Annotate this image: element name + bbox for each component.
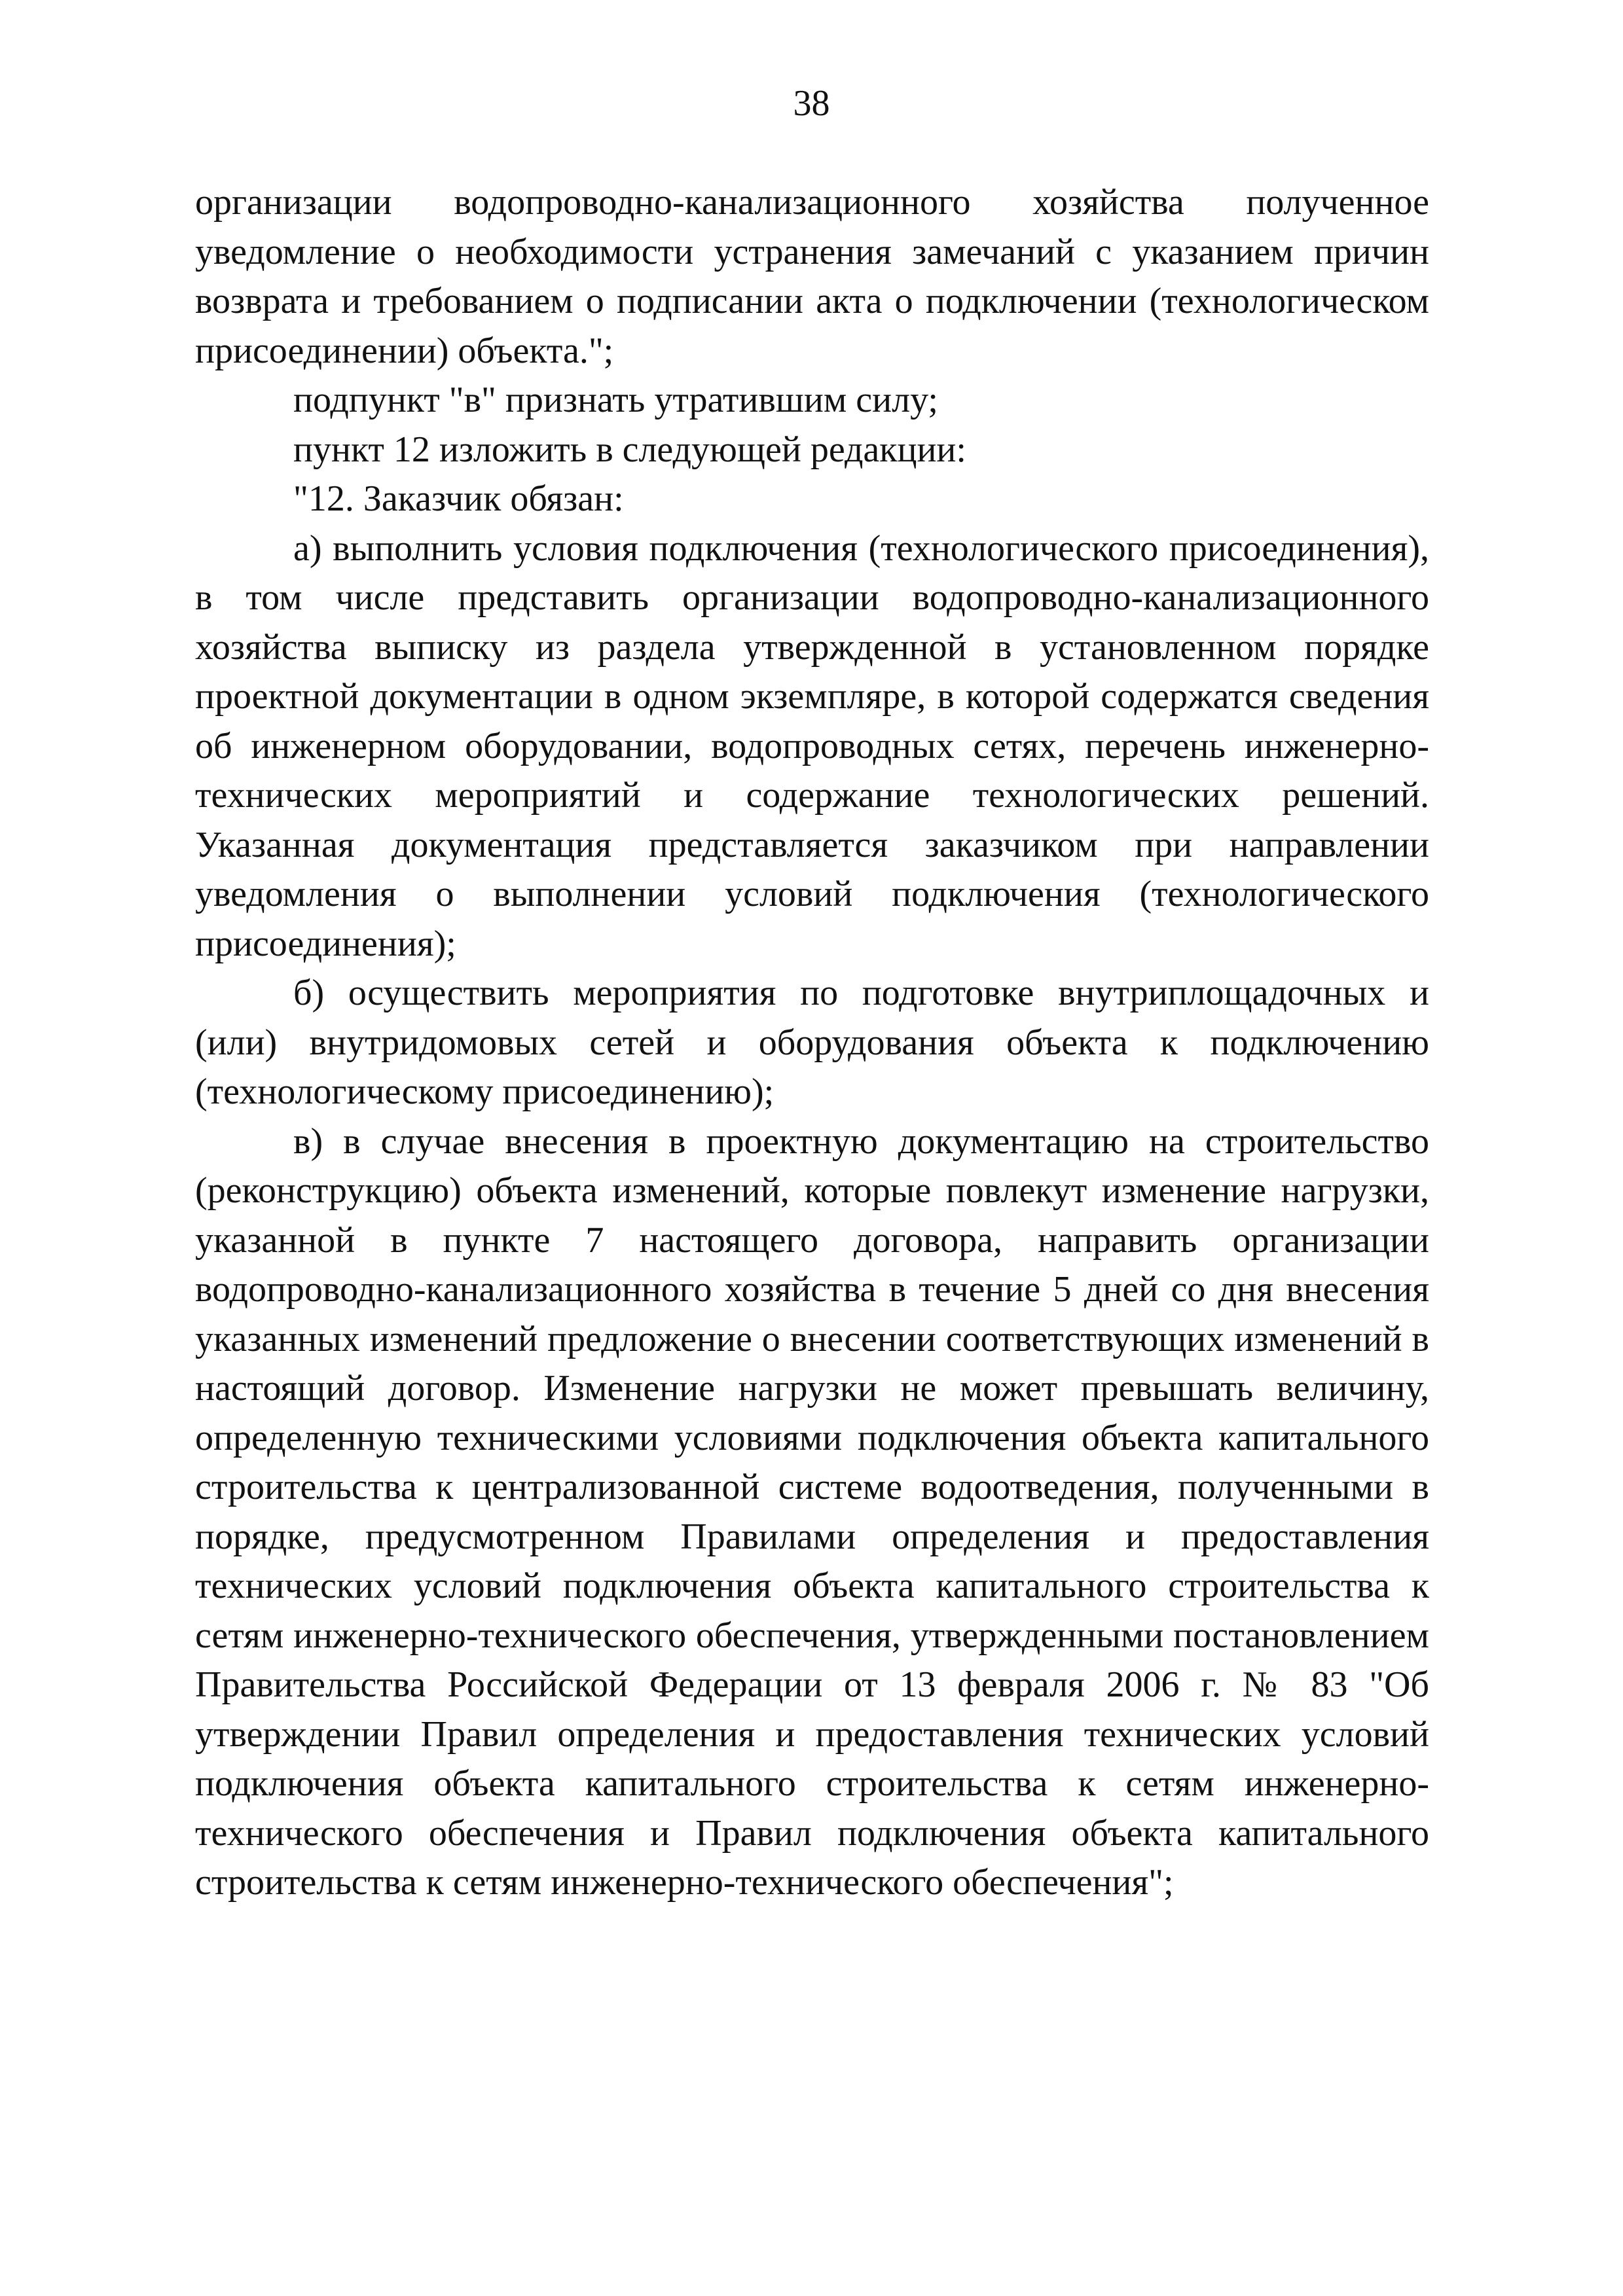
paragraph-item-a: а) выполнить условия подключения (технологического присоединения), в том числе представить организации водопроводно-канализационного хозяйства выписку из раздела утвержденной в установленном порядке проектной документации в одном экземпляре, в которой содержатся сведения об инженерном оборудовании, водопроводных сетях, перечень инженерно-технических мероприятий и содержание технологических решений. Указанная документация представляется заказчиком при направлении уведомления о выполнении условий подключения (технологического присоединения); [195, 528, 1429, 964]
paragraph-point-12-new-wording: пункт 12 изложить в следующей редакции: [293, 429, 966, 470]
paragraph-point-12-heading: "12. Заказчик обязан: [293, 478, 624, 519]
page-number: 38 [793, 83, 830, 124]
paragraph-continuation: организации водопроводно-канализационного хозяйства полученное уведомление о необходимости устранения замечаний с указанием причин возврата и требованием о подписании акта о подключении (технологическом присоединении) объекта."; [195, 182, 1429, 371]
paragraph-subpoint-v-repealed: подпункт "в" признать утратившим силу; [293, 380, 938, 420]
paragraph-item-b: б) осуществить мероприятия по подготовке внутриплощадочных и (или) внутридомовых сетей и оборудования объекта к подключению (технологическому присоединению); [195, 973, 1429, 1112]
document-body [195, 178, 1429, 1908]
paragraph-item-v: в) в случае внесения в проектную документацию на строительство (реконструкцию) объекта изменений, которые повлекут изменение нагрузки, указанной в пункте 7 настоящего договора, направить организации водопроводно-канализационного хозяйства в течение 5 дней со дня внесения указанных изменений предложение о внесении соответствующих изменений в настоящий договор. Изменение нагрузки не может превышать величину, определенную техническими условиями подключения объекта капитального строительства к централизованной системе водоотведения, полученными в порядке, предусмотренном Правилами определения и предоставления технических условий подключения объекта капитального строительства к сетям инженерно-технического обеспечения, утвержденными постановлением Правительства Российской Федерации от 13 февраля 2006 г. № 83 "Об утверждении Правил определения и предоставления технических условий подключения объекта капитального строительства к сетям инженерно-технического обеспечения и Правил подключения объекта капитального строительства к сетям инженерно-технического обеспечения"; [195, 1121, 1429, 1903]
